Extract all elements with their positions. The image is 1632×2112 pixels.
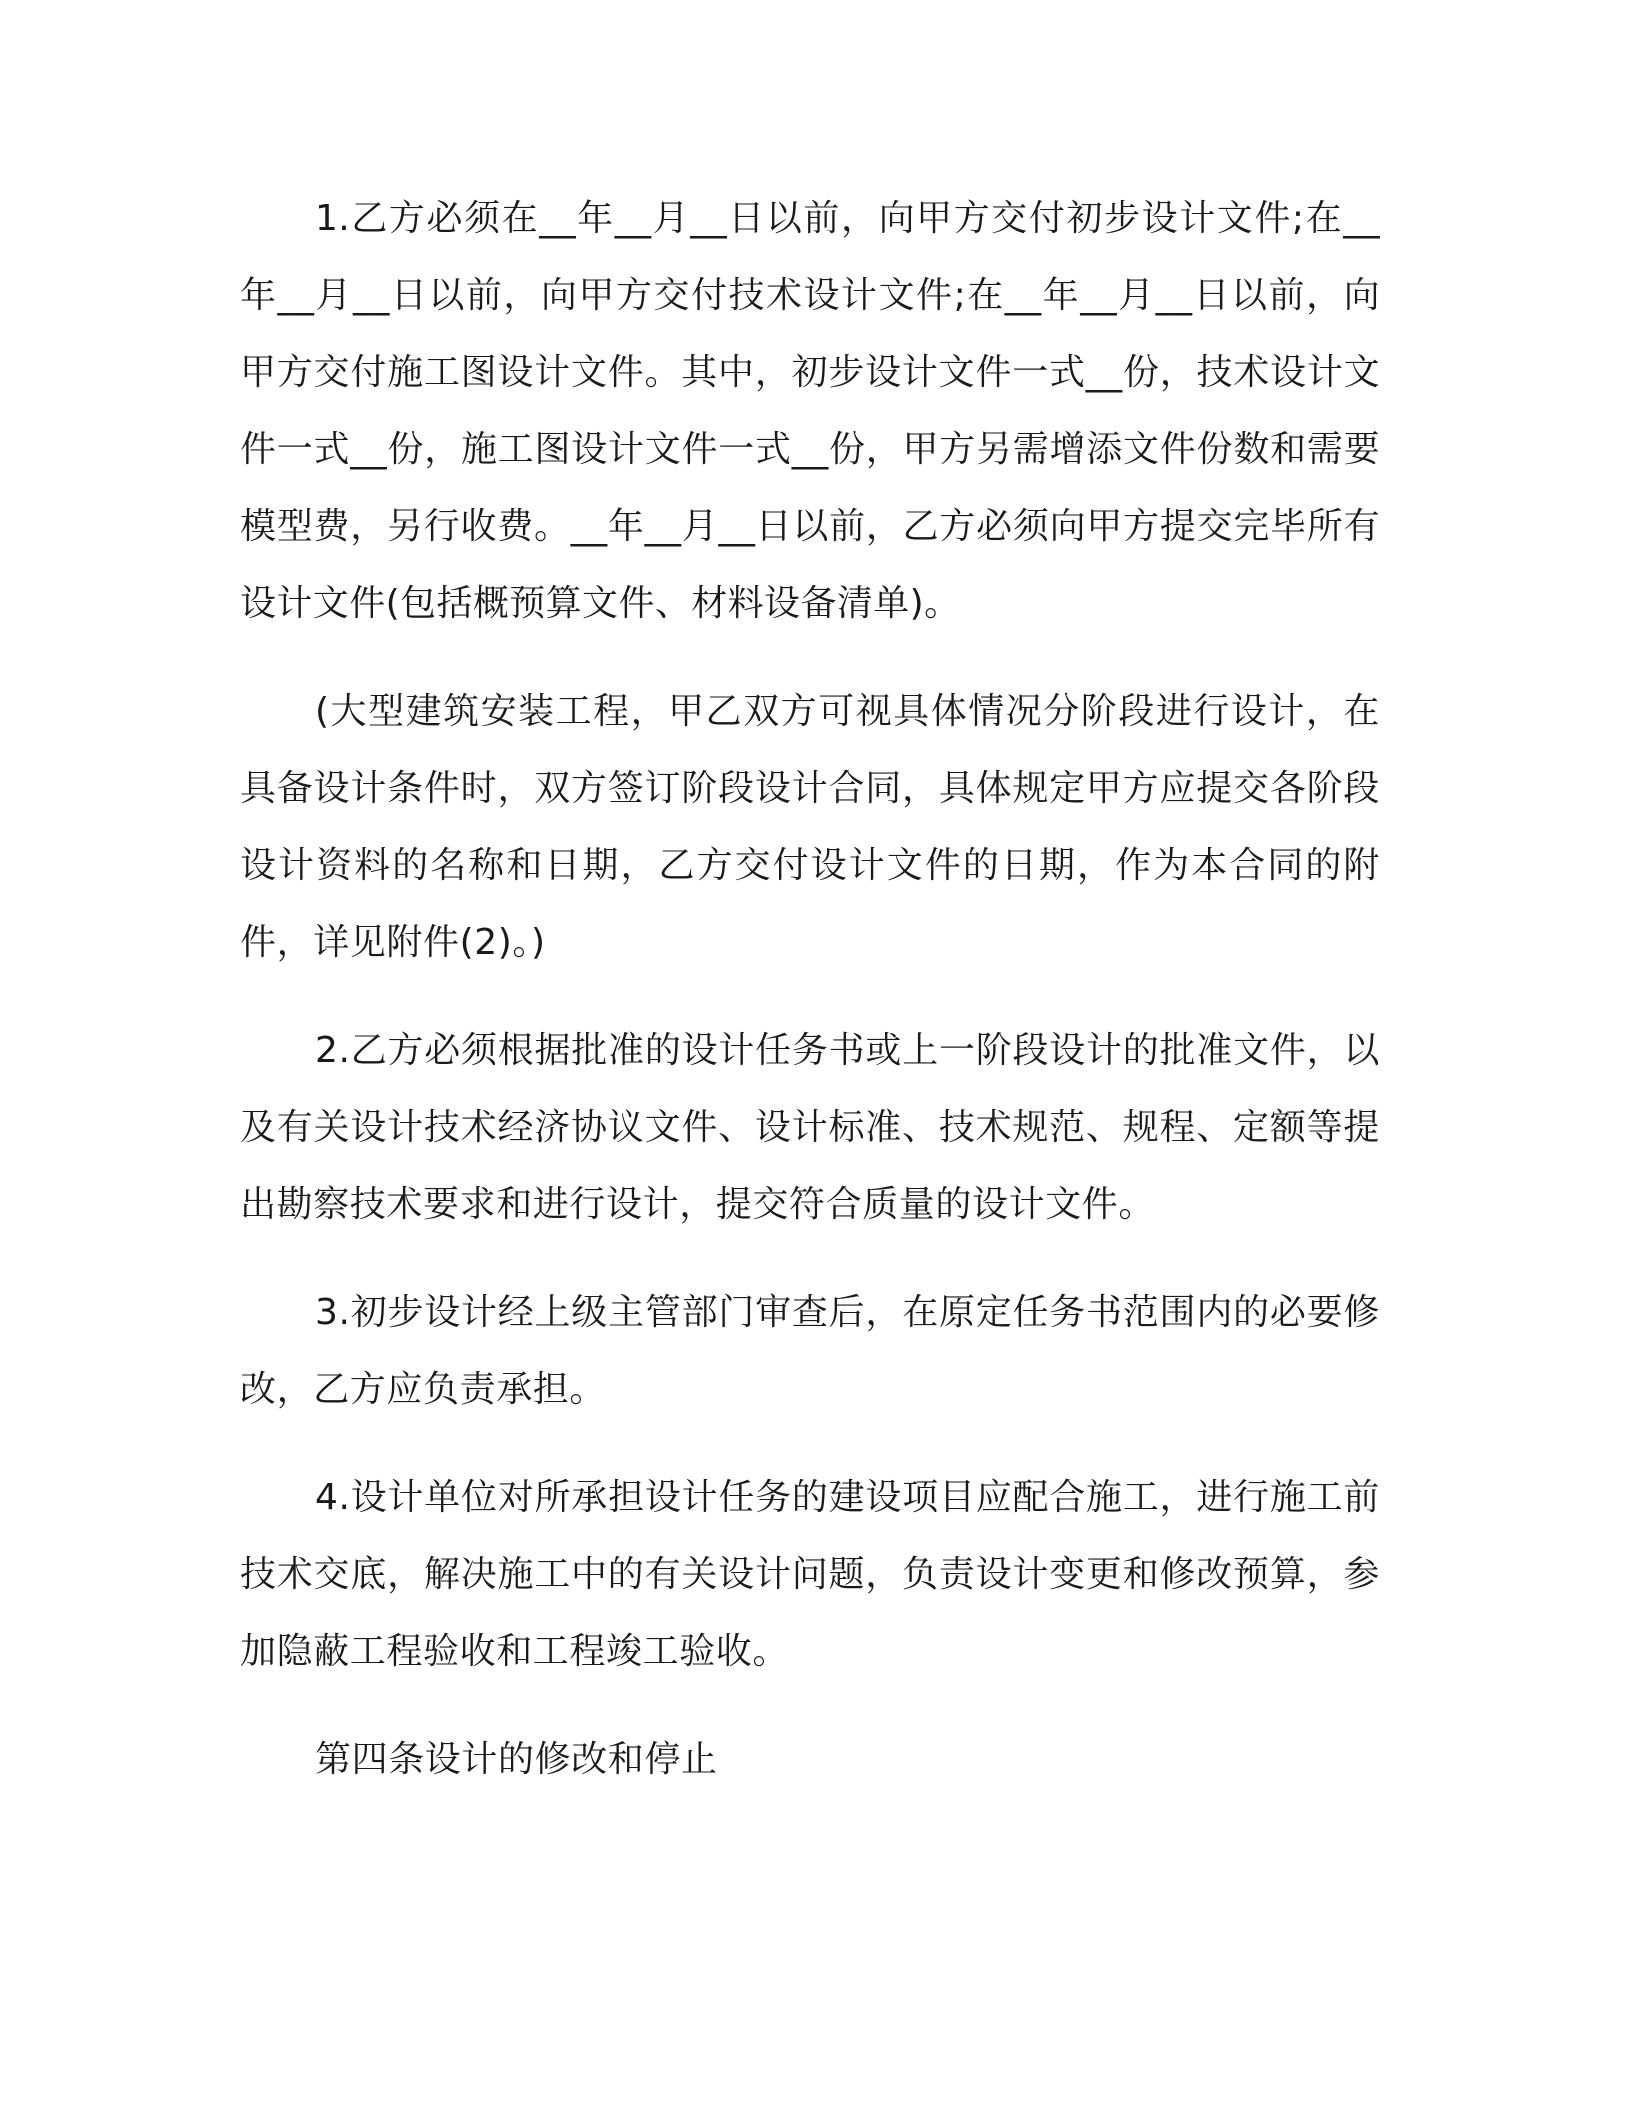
paragraph-preliminary-design-review: 3.初步设计经上级主管部门审查后，在原定任务书范围内的必要修改，乙方应负责承担。 bbox=[240, 1292, 1380, 1410]
paragraph-delivery-schedule: 1.乙方必须在__年__月__日以前，向甲方交付初步设计文件;在__年__月__日以前，向甲方交付技术设计文件;在__年__月__日以前，向甲方交付施工图设计文件。其中，初步设计文件一式__份，技术设计文件一式__份，施工图设计文件一式__份，甲方另需增添文件份数和需要模型费，另行收费。__年__月__日以前，乙方必须向甲方提交完毕所有设计文件(包括概预算文件、材料设备清单)。 bbox=[240, 198, 1380, 624]
document-body bbox=[240, 180, 1380, 1829]
paragraph-design-basis: 2.乙方必须根据批准的设计任务书或上一阶段设计的批准文件，以及有关设计技术经济协议文件、设计标准、技术规范、规程、定额等提出勘察技术要求和进行设计，提交符合质量的设计文件。 bbox=[240, 1030, 1380, 1225]
paragraph-staged-design-note: (大型建筑安装工程，甲乙双方可视具体情况分阶段进行设计，在具备设计条件时，双方签订阶段设计合同，具体规定甲方应提交各阶段设计资料的名称和日期，乙方交付设计文件的日期，作为本合同的附件，详见附件(2)。) bbox=[240, 691, 1380, 963]
paragraph-construction-cooperation: 4.设计单位对所承担设计任务的建设项目应配合施工，进行施工前技术交底，解决施工中的有关设计问题，负责设计变更和修改预算，参加隐蔽工程验收和工程竣工验收。 bbox=[240, 1477, 1380, 1672]
section-heading: 第四条设计的修改和停止 bbox=[315, 1739, 718, 1780]
